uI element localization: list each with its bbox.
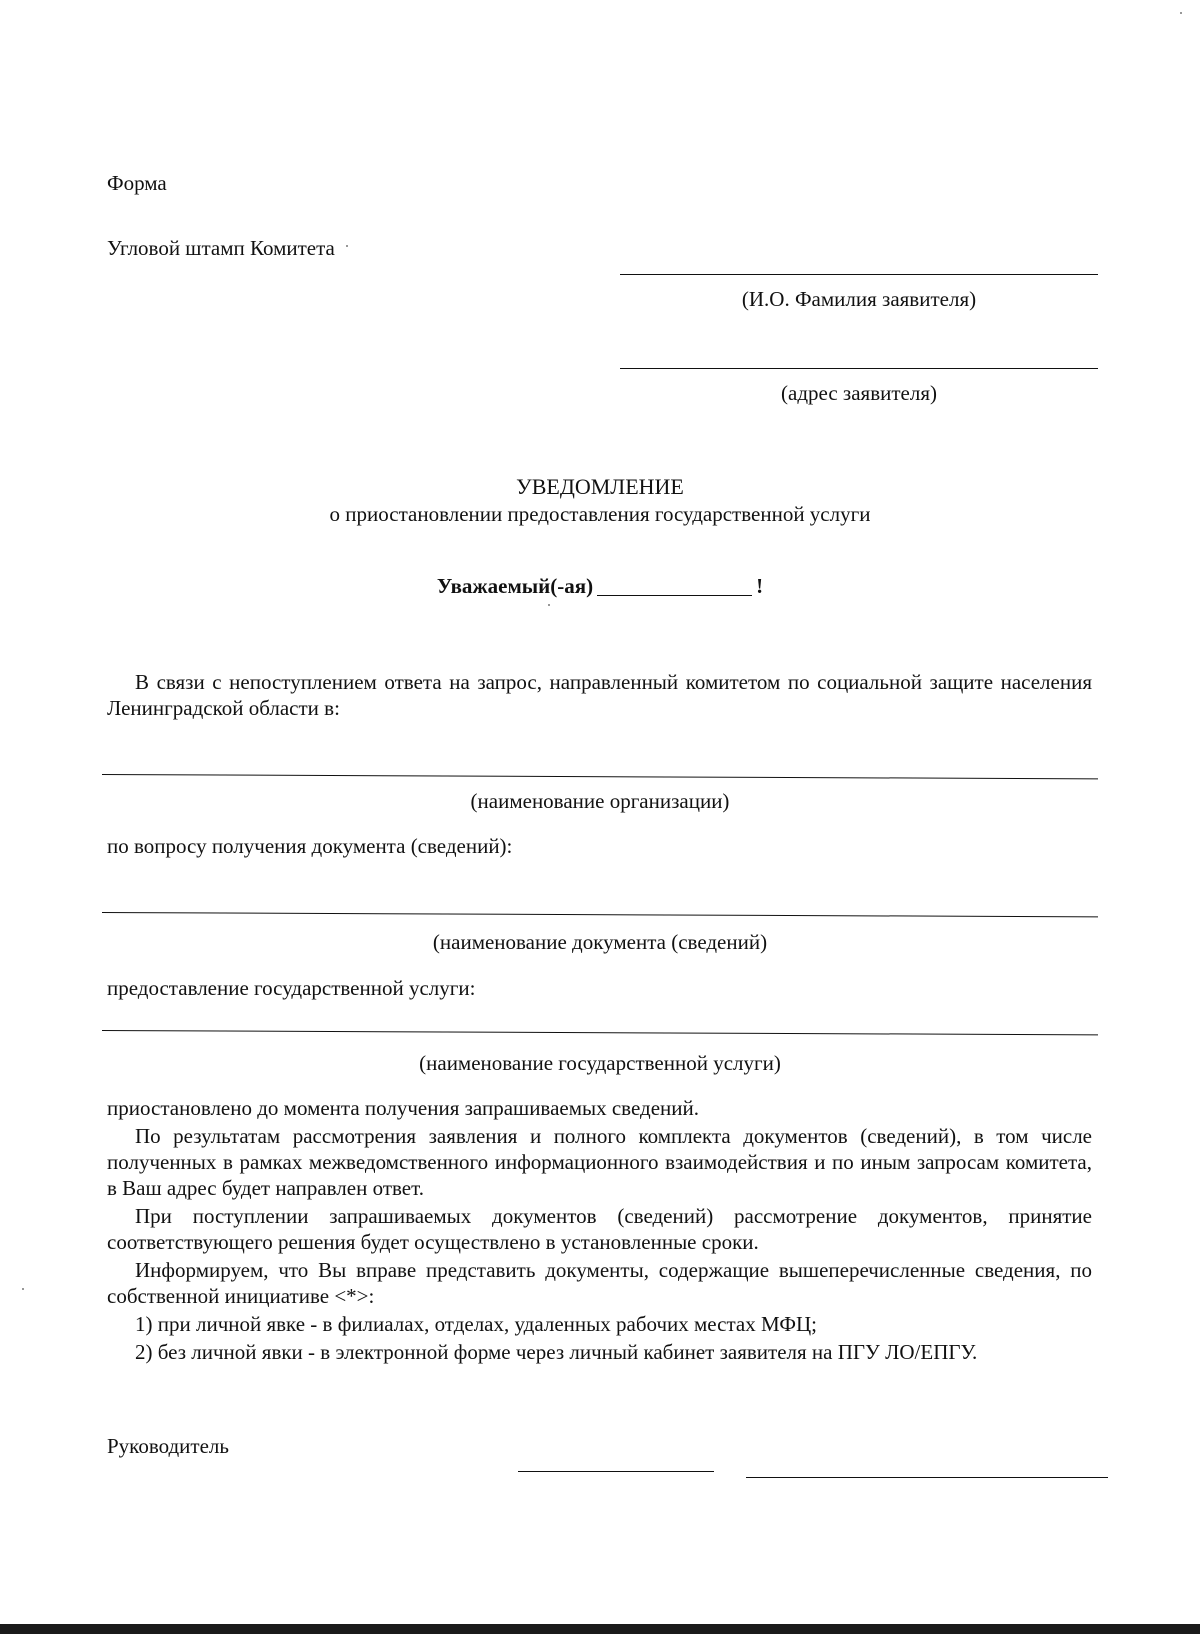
applicant-name-caption: (И.О. Фамилия заявителя) bbox=[741, 287, 977, 311]
suspended-text: приостановлено до момента получения запрашиваемых сведений. bbox=[107, 1096, 699, 1120]
paragraph-receipt: При поступлении запрашиваемых документов (сведений) рассмотрение документов, принятие соответствующего решения будет осуществлено в установленные сроки. bbox=[107, 1204, 1092, 1254]
form-label: Форма bbox=[107, 171, 167, 195]
service-line bbox=[102, 1030, 1098, 1035]
scan-speck bbox=[1180, 12, 1182, 14]
corner-stamp-label: Угловой штамп Комитета bbox=[107, 236, 335, 260]
name-line bbox=[746, 1477, 1108, 1478]
scan-speck bbox=[548, 604, 550, 606]
greeting bbox=[0, 573, 1200, 599]
scan-speck bbox=[22, 1288, 24, 1290]
greeting-text: Уважаемый(-ая) bbox=[436, 574, 594, 598]
paragraph-results: По результатам рассмотрения заявления и полного комплекта документов (сведений), в том числе полученных в рамках межведомственного информационного взаимодействия и по иным запросам комитета, в Ваш адрес будет направлен ответ. bbox=[107, 1124, 1092, 1200]
document-subtitle: о приостановлении предоставления государственной услуги bbox=[329, 502, 871, 526]
service-caption: (наименование государственной услуги) bbox=[419, 1051, 781, 1075]
document-question: по вопросу получения документа (сведений): bbox=[107, 834, 513, 858]
greeting-name-blank bbox=[597, 595, 752, 596]
greeting-exclamation: ! bbox=[756, 574, 764, 598]
paragraph-inform: Информируем, что Вы вправе представить документы, содержащие вышеперечисленные сведения, по собственной инициативе <*>: bbox=[107, 1258, 1092, 1308]
signatory-role: Руководитель bbox=[107, 1434, 229, 1458]
applicant-name-line bbox=[620, 274, 1098, 275]
service-label: предоставление государственной услуги: bbox=[107, 976, 476, 1000]
list-item-in-person: 1) при личной явке - в филиалах, отделах, удаленных рабочих местах МФЦ; bbox=[135, 1312, 817, 1336]
document-line bbox=[102, 912, 1098, 917]
scan-edge-bar bbox=[0, 1624, 1200, 1634]
scan-speck bbox=[346, 245, 348, 247]
applicant-address-caption: (адрес заявителя) bbox=[781, 381, 937, 405]
applicant-address-line bbox=[620, 368, 1098, 369]
organization-line bbox=[102, 774, 1098, 779]
list-item-online: 2) без личной явки - в электронной форме через личный кабинет заявителя на ПГУ ЛО/ЕПГУ. bbox=[135, 1340, 978, 1364]
signature-line bbox=[518, 1471, 714, 1472]
intro-paragraph: В связи с непоступлением ответа на запрос, направленный комитетом по социальной защите населения Ленинградской области в: bbox=[107, 670, 1092, 720]
document-title: УВЕДОМЛЕНИЕ bbox=[516, 474, 684, 499]
organization-caption: (наименование организации) bbox=[470, 789, 730, 813]
document-caption: (наименование документа (сведений) bbox=[432, 930, 768, 954]
